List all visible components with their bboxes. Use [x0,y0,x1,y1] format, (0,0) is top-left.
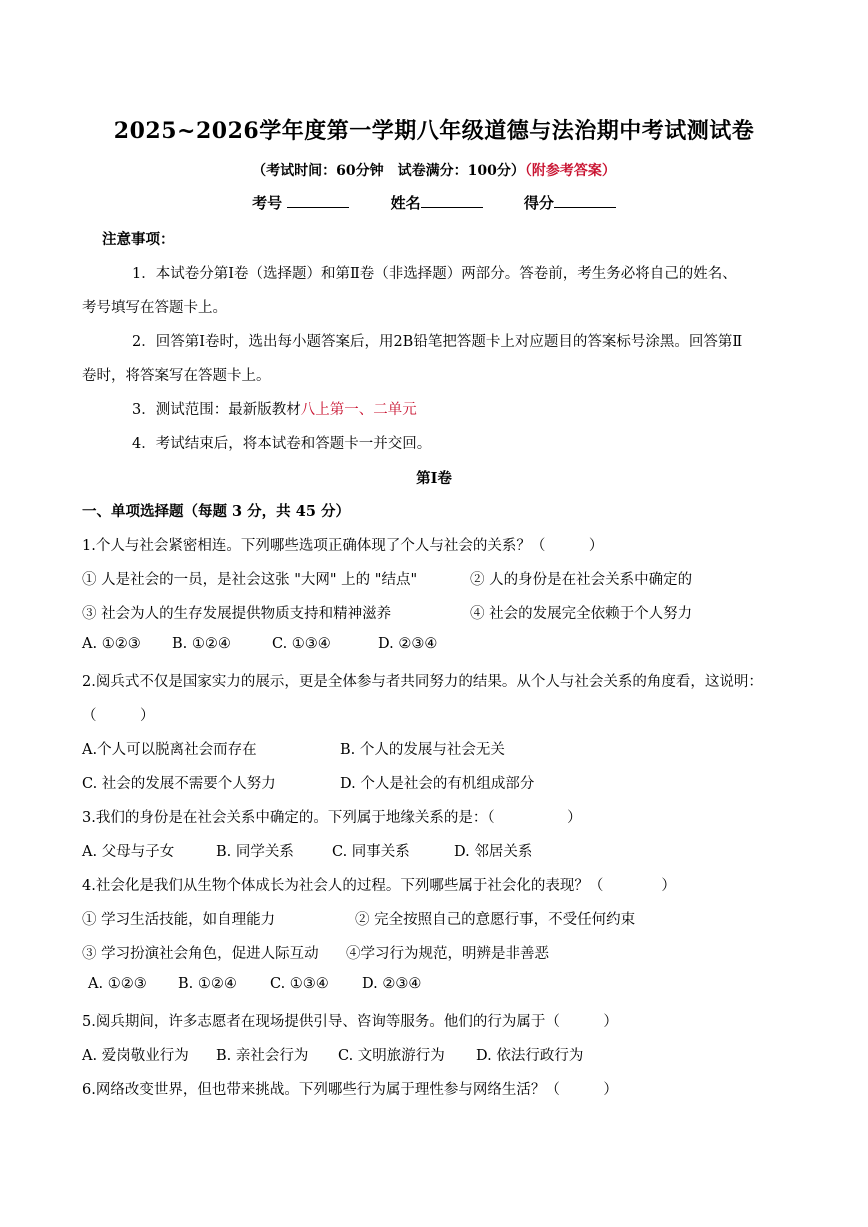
name-label: 姓名 [390,194,421,212]
score-blank[interactable] [554,195,616,208]
notice-item-2b: 卷时，将答案写在答题卡上。 [82,368,271,384]
q4-option-d[interactable]: D. ②③④ [362,976,422,992]
q1-option-b[interactable]: B. ①②④ [172,636,231,652]
q1-option-c[interactable]: C. ①③④ [272,636,331,652]
q1-statement-4: ④ 社会的发展完全依赖于个人努力 [470,606,693,622]
name-blank[interactable] [421,195,483,208]
exam-number-blank[interactable] [287,195,349,208]
notice-item-4: 4．考试结束后，将本试卷和答题卡一并交回。 [132,436,432,452]
q3-option-a[interactable]: A. 父母与子女 [82,844,175,860]
q1-option-a[interactable]: A. ①②③ [82,636,141,652]
exam-number-label: 考号 [252,194,283,212]
q1-statement-1: ① 人是社会的一员，是社会这张 "大网" 上的 "结点" [82,572,418,588]
q3-option-b[interactable]: B. 同学关系 [216,844,294,860]
part-heading: 一、单项选择题（每题 3 分，共 45 分） [82,503,350,520]
q1-statement-2: ② 人的身份是在社会关系中确定的 [470,572,693,588]
score-field[interactable] [524,192,616,213]
q4-option-b[interactable]: B. ①②④ [178,976,237,992]
q2-option-b[interactable]: B. 个人的发展与社会无关 [340,742,505,758]
q5-option-d[interactable]: D. 依法行政行为 [476,1048,584,1064]
notice-item-3 [132,398,417,419]
notice-item-3-scope: 八上第一、二单元 [300,402,417,418]
q1-stem: 1.个人与社会紧密相连。下列哪些选项正确体现了个人与社会的关系？（ ） [82,538,604,554]
q5-option-a[interactable]: A. 爱岗敬业行为 [82,1048,189,1064]
q3-stem: 3.我们的身份是在社会关系中确定的。下列属于地缘关系的是：（ ） [82,810,582,826]
q5-option-c[interactable]: C. 文明旅游行为 [338,1048,445,1064]
q4-option-a[interactable]: A. ①②③ [88,976,147,992]
q1-option-d[interactable]: D. ②③④ [378,636,438,652]
notice-item-3-prefix: 3．测试范围：最新版教材 [132,402,301,418]
notice-heading: 注意事项： [102,231,175,248]
q5-option-b[interactable]: B. 亲社会行为 [216,1048,309,1064]
time-score-info: （考试时间：60分钟 试卷满分：100分） [252,163,525,179]
volume-label: 第Ⅰ卷 [416,470,452,487]
q2-answer-paren: （ ） [82,708,155,724]
q4-statement-2: ② 完全按照自己的意愿行事，不受任何约束 [355,912,636,928]
q1-statements-row1 [82,568,417,589]
name-field[interactable] [391,192,483,213]
q4-stem: 4.社会化是我们从生物个体成长为社会人的过程。下列哪些属于社会化的表现？（ ） [82,878,676,894]
q4-statement-1: ① 学习生活技能，如自理能力 [82,912,276,928]
q2-option-c[interactable]: C. 社会的发展不需要个人努力 [82,776,276,792]
exam-number-field[interactable] [252,192,349,213]
q2-stem: 2.阅兵式不仅是国家实力的展示，更是全体参与者共同努力的结果。从个人与社会关系的角度看，这说明： [82,674,763,690]
q2-option-a[interactable]: A.个人可以脱离社会而存在 [82,742,257,758]
exam-title: 2025~2026学年度第一学期八年级道德与法治期中考试测试卷 [113,118,755,144]
q3-option-d[interactable]: D. 邻居关系 [454,844,533,860]
answer-note: （附参考答案） [524,163,616,179]
q6-stem: 6.网络改变世界，但也带来挑战。下列哪些行为属于理性参与网络生活？（ ） [82,1082,618,1098]
score-label: 得分 [523,194,554,212]
q4-statement-4: ④学习行为规范，明辨是非善恶 [346,946,549,962]
notice-item-1a: 1．本试卷分第Ⅰ卷（选择题）和第Ⅱ卷（非选择题）两部分。答卷前，考生务必将自己的姓名、 [132,266,737,282]
q2-option-d[interactable]: D. 个人是社会的有机组成部分 [340,776,535,792]
q5-stem: 5.阅兵期间，许多志愿者在现场提供引导、咨询等服务。他们的行为属于（ ） [82,1014,618,1030]
q3-option-c[interactable]: C. 同事关系 [332,844,410,860]
student-info-fields [0,192,868,213]
q1-statement-3: ③ 社会为人的生存发展提供物质支持和精神滋养 [82,606,392,622]
notice-item-1b: 考号填写在答题卡上。 [82,300,227,316]
q4-statement-3: ③ 学习扮演社会角色，促进人际互动 [82,946,319,962]
q4-option-c[interactable]: C. ①③④ [270,976,329,992]
notice-item-2a: 2．回答第Ⅰ卷时，选出每小题答案后，用2B铅笔把答题卡上对应题目的答案标号涂黑。回答第Ⅱ [132,334,743,350]
exam-subtitle [0,160,868,180]
